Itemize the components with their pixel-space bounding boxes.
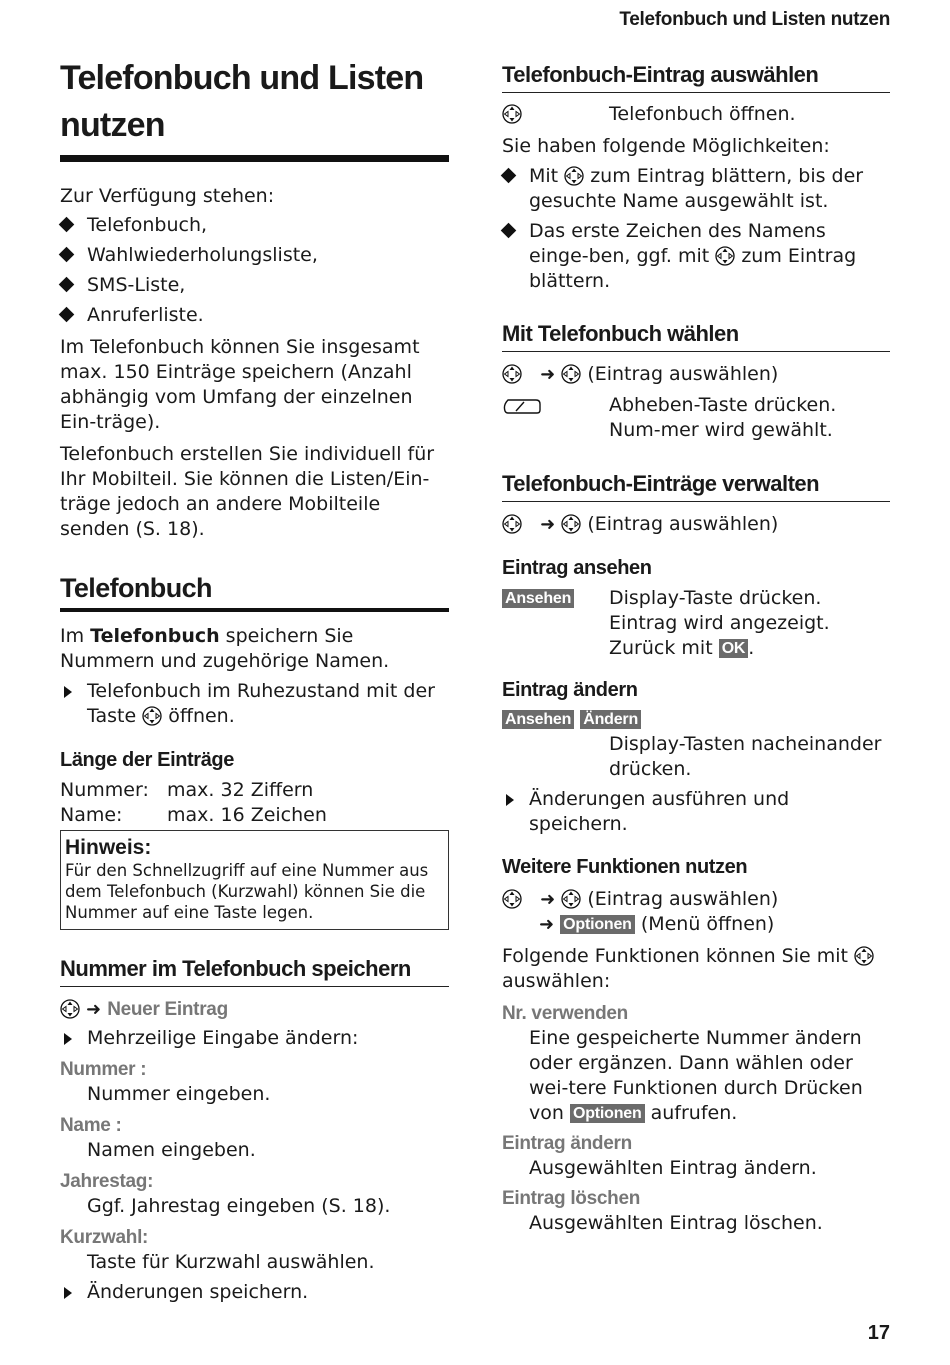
lift-handset-icon [502, 395, 542, 415]
menu-path: ➜ (Eintrag auswählen) [502, 362, 890, 387]
step-item: Änderungen speichern. [60, 1280, 449, 1305]
navigation-key-icon [502, 364, 522, 384]
paragraph: Sie haben folgende Möglichkeiten: [502, 135, 830, 157]
function-desc: Eine gespeicherte Nummer ändern oder ergänzen. Dann wählen oder wei-tere Funktionen durch Drücken von Optionen aufrufen. [529, 1027, 863, 1124]
field-desc: Taste für Kurzwahl auswählen. [87, 1251, 375, 1273]
step-item: Telefonbuch im Ruhezustand mit der Taste öffnen. [60, 679, 449, 729]
navigation-key-icon [854, 946, 874, 966]
section-heading-telefonbuch: Telefonbuch [60, 573, 449, 612]
navigation-key-icon [502, 889, 522, 909]
function-desc: Ausgewählten Eintrag ändern. [529, 1157, 817, 1179]
subheading-edit: Eintrag ändern [502, 679, 638, 701]
diamond-bullet-icon [501, 168, 517, 184]
navigation-key-icon [561, 364, 581, 384]
paragraph: Im Telefonbuch speichern Sie Nummern und zugehörige Namen. [60, 625, 390, 672]
step-arrow-icon [64, 1033, 72, 1045]
list-item: Wahlwiederholungsliste, [60, 243, 449, 268]
step-arrow-icon [64, 686, 72, 698]
function-desc: Ausgewählten Eintrag löschen. [529, 1212, 823, 1234]
arrow-icon: ➜ [540, 889, 556, 910]
function-label: Eintrag ändern [502, 1133, 632, 1154]
hint-box [60, 830, 449, 930]
paragraph: Telefonbuch erstellen Sie individuell für Ihr Mobilteil. Sie können die Listen/Ein-träge jedoch an andere Mobilteile senden (S. 18). [60, 443, 435, 540]
navigation-key-icon [561, 889, 581, 909]
field-label: Nummer : [60, 1059, 147, 1080]
navigation-key-icon [502, 104, 522, 124]
navigation-key-icon [502, 514, 522, 534]
field-desc: Nummer eingeben. [87, 1083, 271, 1105]
diamond-bullet-icon [59, 307, 75, 323]
right-column [502, 55, 890, 1236]
paragraph: Display-Tasten nacheinander drücken. [609, 733, 882, 780]
intro-text: Zur Verfügung stehen: [60, 185, 275, 207]
section-heading-dial: Mit Telefonbuch wählen [502, 321, 890, 352]
lengths-table [60, 778, 449, 828]
display-key-ok[interactable]: OK [719, 639, 749, 658]
display-keys [502, 707, 890, 732]
subheading-more: Weitere Funktionen nutzen [502, 856, 748, 878]
paragraph: Folgende Funktionen können Sie mit auswählen: [502, 944, 890, 994]
lists-list [60, 213, 449, 328]
menu-path: ➜ Neuer Eintrag [60, 997, 449, 1022]
diamond-bullet-icon [59, 247, 75, 263]
field-desc: Ggf. Jahrestag eingeben (S. 18). [87, 1195, 391, 1217]
hint-text: Für den Schnellzugriff auf eine Nummer aus dem Telefonbuch (Kurzwahl) können Sie die Nummer auf eine Taste legen. [65, 861, 429, 922]
diamond-bullet-icon [59, 217, 75, 233]
running-header: Telefonbuch und Listen nutzen [619, 9, 890, 30]
list-item: Telefonbuch, [60, 213, 449, 238]
display-key-ansehen[interactable]: Ansehen [502, 710, 574, 729]
step-row: Telefonbuch öffnen. [502, 102, 890, 127]
display-key-optionen[interactable]: Optionen [560, 915, 635, 934]
list-item: SMS-Liste, [60, 273, 449, 298]
step-row: Ansehen Display-Taste drücken. Eintrag wird angezeigt. Zurück mit OK . [502, 586, 890, 661]
arrow-icon: ➜ [540, 514, 556, 535]
list-item: Anruferliste. [60, 303, 449, 328]
step-item: Änderungen ausführen und speichern. [502, 787, 890, 837]
chapter-title: Telefonbuch und Listen nutzen [60, 55, 449, 162]
arrow-icon: ➜ [86, 999, 102, 1020]
step-arrow-icon [506, 794, 514, 806]
arrow-icon: ➜ [539, 914, 555, 935]
page-number: 17 [867, 1322, 890, 1344]
field-desc: Namen eingeben. [87, 1139, 256, 1161]
field-label: Kurzwahl: [60, 1227, 149, 1248]
subheading-lengths: Länge der Einträge [60, 749, 234, 771]
diamond-bullet-icon [501, 223, 517, 239]
paragraph: Im Telefonbuch können Sie insgesamt max. 150 Einträge speichern (Anzahl abhängig vom Umfang der einzelnen Ein-träge). [60, 336, 420, 433]
function-label: Eintrag löschen [502, 1188, 641, 1209]
field-label: Name : [60, 1115, 122, 1136]
menu-path: ➜ (Eintrag auswählen) [502, 887, 890, 912]
subheading-view: Eintrag ansehen [502, 557, 652, 579]
navigation-key-icon [561, 514, 581, 534]
display-key-optionen[interactable]: Optionen [570, 1104, 645, 1123]
step-arrow-icon [64, 1287, 72, 1299]
menu-path: ➜ (Eintrag auswählen) [502, 512, 890, 537]
navigation-key-icon [60, 999, 80, 1019]
left-column [60, 55, 449, 1305]
field-label: Jahrestag: [60, 1171, 154, 1192]
list-item: Mit zum Eintrag blättern, bis der gesuchte Name ausgewählt ist. [502, 164, 890, 214]
step-row: Abheben-Taste drücken. Num-mer wird gewählt. [502, 393, 890, 443]
section-heading-manage: Telefonbuch-Einträge verwalten [502, 471, 890, 502]
function-label: Nr. verwenden [502, 1003, 628, 1024]
step-item: Mehrzeilige Eingabe ändern: [60, 1026, 449, 1051]
table-row: Name: max. 16 Zeichen [60, 804, 327, 826]
diamond-bullet-icon [59, 277, 75, 293]
table-row: Nummer: max. 32 Ziffern [60, 779, 314, 801]
section-heading-select: Telefonbuch-Eintrag auswählen [502, 62, 890, 93]
arrow-icon: ➜ [540, 364, 556, 385]
hint-title: Hinweis: [65, 836, 152, 859]
menu-path: ➜ Optionen (Menü öffnen) [539, 913, 775, 935]
display-key-ansehen[interactable]: Ansehen [502, 589, 574, 608]
section-heading-save: Nummer im Telefonbuch speichern [60, 956, 449, 987]
list-item: Das erste Zeichen des Namens einge-ben, ggf. mit zum Eintrag blättern. [502, 219, 890, 294]
navigation-key-icon [715, 246, 735, 266]
display-key-aendern[interactable]: Ändern [580, 710, 641, 729]
navigation-key-icon [142, 706, 162, 726]
navigation-key-icon [564, 166, 584, 186]
